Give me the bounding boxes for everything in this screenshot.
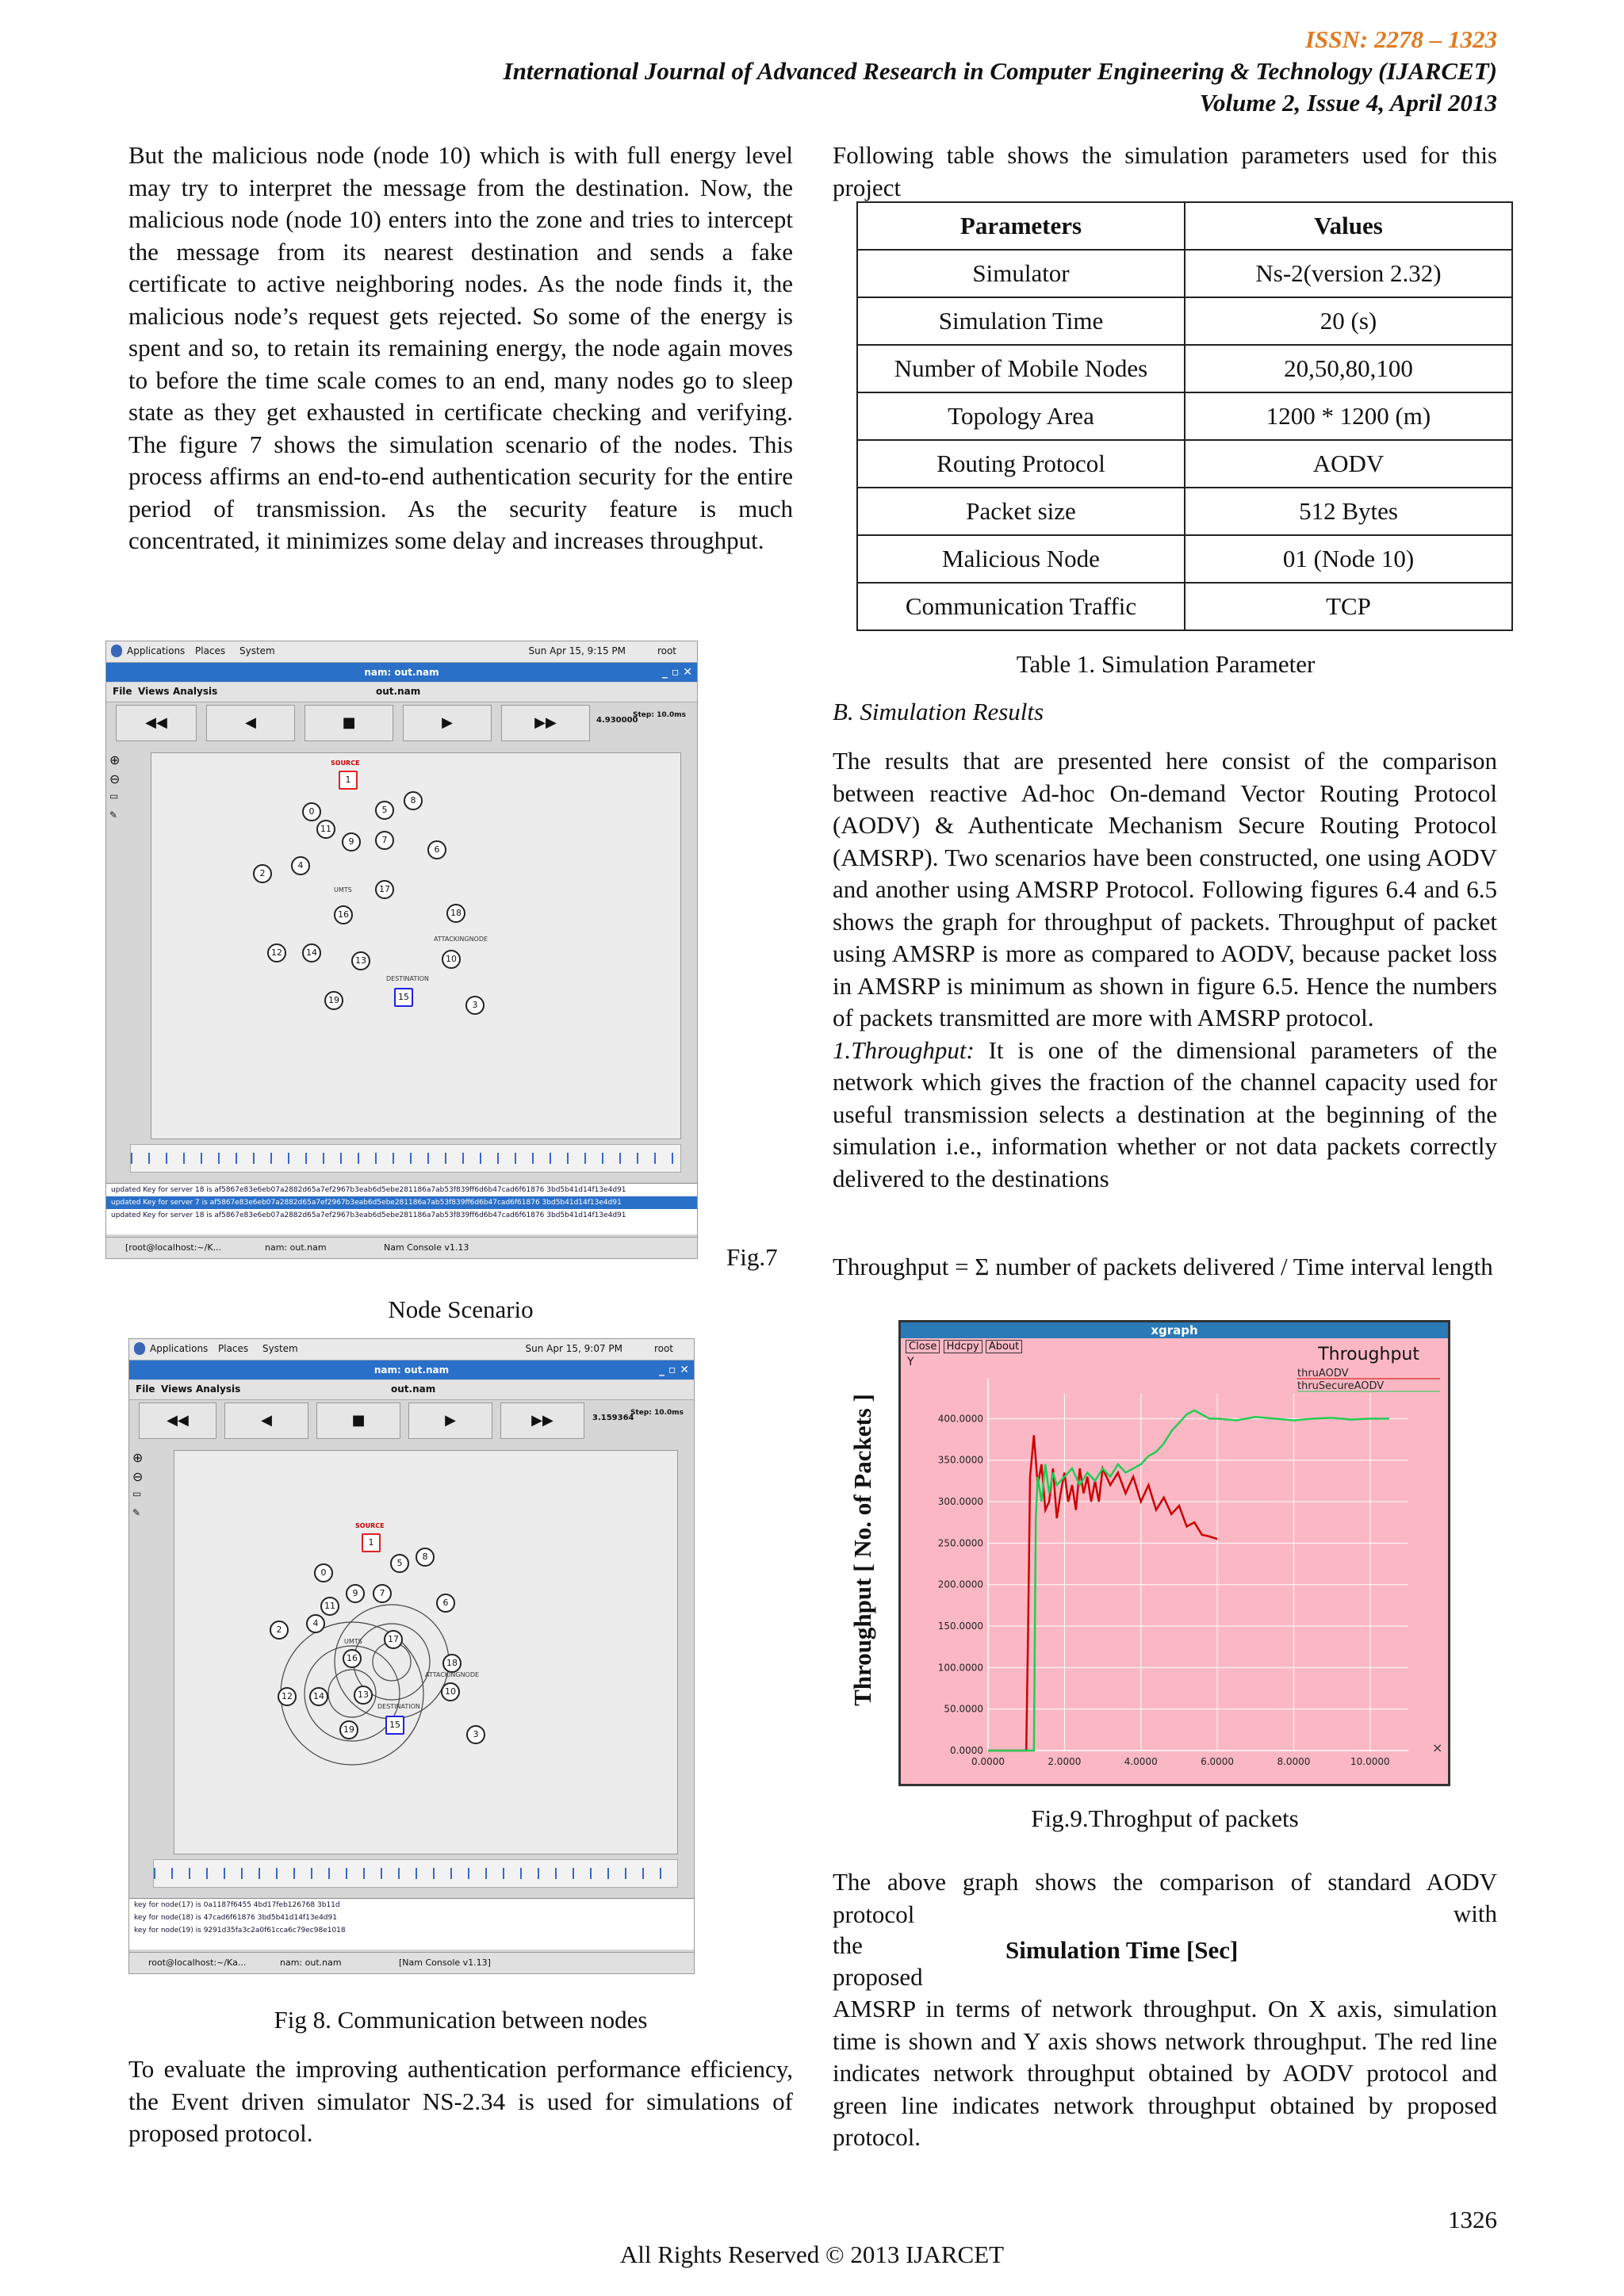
- desktop-top-panel: [106, 641, 697, 663]
- nam-canvas[interactable]: [174, 1450, 678, 1854]
- node-source[interactable]: 1: [339, 771, 358, 790]
- table-cell: Number of Mobile Nodes: [857, 345, 1185, 392]
- x-tick-label: 6.0000: [1201, 1756, 1235, 1767]
- window-titlebar: [129, 1360, 694, 1380]
- edit-icon[interactable]: ✎: [132, 1507, 141, 1518]
- timeline-ticks: [154, 1868, 677, 1879]
- node-umts[interactable]: 16: [334, 905, 353, 924]
- rewind-button[interactable]: ◀◀: [116, 705, 197, 741]
- node[interactable]: 8: [404, 791, 423, 810]
- user-label: root: [657, 645, 676, 656]
- timeline-ticks: [131, 1153, 680, 1164]
- x-tick-label: 0.0000: [971, 1756, 1005, 1767]
- taskbar-item[interactable]: [root@localhost:~/K...: [125, 1242, 222, 1253]
- node[interactable]: 9: [342, 832, 361, 851]
- node[interactable]: 6: [427, 840, 446, 859]
- node[interactable]: 0: [302, 802, 321, 821]
- file-label: out.nam: [391, 1383, 436, 1395]
- table-cell: AODV: [1185, 440, 1512, 488]
- clock: Sun Apr 15, 9:15 PM: [528, 645, 626, 656]
- zoom-out-icon[interactable]: ⊖: [132, 1469, 144, 1484]
- y-tick-label: 200.0000: [937, 1578, 983, 1590]
- simulation-parameters-table: [856, 201, 1513, 631]
- node-attacking[interactable]: 10: [441, 1682, 460, 1701]
- table-header-cell: Values: [1185, 202, 1512, 250]
- zoom-in-icon[interactable]: ⊕: [109, 752, 121, 767]
- table-intro: Following table shows the simulation parameters used for this project: [833, 141, 1497, 201]
- zoom-tools: [109, 752, 146, 828]
- node[interactable]: 14: [302, 943, 321, 962]
- table-cell: 20 (s): [1185, 297, 1512, 345]
- graph-paragraph-line1: The above graph shows the comparison of standard AODV protocol: [833, 1868, 1497, 1928]
- rewind-button[interactable]: ◀◀: [139, 1402, 216, 1439]
- node[interactable]: 11: [320, 1597, 339, 1616]
- menu-analysis[interactable]: Analysis: [173, 686, 218, 697]
- clock: Sun Apr 15, 9:07 PM: [525, 1343, 622, 1354]
- section-heading: B. Simulation Results: [833, 698, 1044, 725]
- log-line: updated Key for server 18 is af5867e83e6eb07a2882d65a7ef2967b3eab6d5ebe281186a7ab53f839ff6d6b47cad6f61876 3bd5b41d14f13e4d91: [111, 1211, 626, 1219]
- hardcopy-button[interactable]: Hdcpy: [944, 1340, 982, 1353]
- node[interactable]: 17: [384, 1630, 403, 1649]
- taskbar-item[interactable]: Nam Console v1.13: [384, 1242, 469, 1253]
- xgraph-window: [898, 1320, 1450, 1786]
- taskbar: [106, 1237, 697, 1258]
- series-line-thruSecureAODV: [988, 1410, 1389, 1751]
- table-header-row: [857, 202, 1512, 250]
- graph-paragraph-with: with: [1453, 1900, 1497, 1927]
- y-tick-label: 150.0000: [937, 1621, 983, 1632]
- journal-title: International Journal of Advanced Research in Computer Engineering & Technology (IJARCET): [503, 57, 1497, 85]
- key-log: [129, 1898, 694, 1950]
- nam-menubar: [129, 1380, 694, 1400]
- fig7-nam-screenshot: [105, 641, 698, 1259]
- nam-menubar: [106, 683, 697, 702]
- log-line: key for node(19) is 9291d35fa3c2a0f61cca6c79ec98e1018: [134, 1927, 346, 1934]
- umts-label: UMTS: [334, 886, 352, 894]
- menu-file[interactable]: File: [113, 686, 132, 697]
- transmission-rings: [174, 1451, 682, 1847]
- node[interactable]: 7: [375, 831, 394, 850]
- table-row: [857, 297, 1512, 345]
- node[interactable]: 12: [278, 1687, 297, 1706]
- x-tick-label: 10.0000: [1350, 1756, 1390, 1767]
- node[interactable]: 17: [375, 880, 394, 899]
- attacking-label: ATTACKINGNODE: [434, 936, 488, 943]
- window-titlebar: [106, 663, 697, 682]
- table-cell: Communication Traffic: [857, 583, 1185, 630]
- log-line: key for node(17) is 0a1187f6455 4bd17feb126768 3b11d: [134, 1901, 340, 1909]
- y-tick-label: 50.0000: [944, 1703, 983, 1715]
- node[interactable]: 2: [253, 864, 272, 883]
- table-row: [857, 535, 1512, 583]
- node-attacking[interactable]: 10: [442, 950, 461, 969]
- y-tick-label: 0.0000: [950, 1745, 983, 1756]
- split-icon[interactable]: ▭: [132, 1488, 142, 1499]
- menu-views[interactable]: Views: [138, 686, 170, 697]
- menu-system[interactable]: System: [239, 645, 275, 656]
- results-text: The results that are presented here consist of the comparison between reactive Ad-hoc On-demand Vector Routing Protocol (AODV) & Authenticate Mechanism Secure Routing Protocol (AMSRP). Two scenarios have been constructed, one using AODV and another using AMSRP Protocol. Following figures 6.4 and 6.5 shows the graph for throughput of packets. Throughput of packet using AMSRP is more as compared to AODV, because packet loss in AMSRP is minimum as shown in figure 6.5. Hence the numbers of packets transmitted are more with AMSRP protocol.: [833, 747, 1497, 1031]
- window-controls-icon[interactable]: _ ▫ ✕: [662, 666, 692, 679]
- node[interactable]: 8: [416, 1548, 435, 1567]
- table-row: [857, 250, 1512, 297]
- issn-header: ISSN: 2278 – 1323: [1304, 25, 1497, 53]
- node-destination[interactable]: 15: [385, 1716, 404, 1735]
- throughput-text: It is one of the dimensional parameters of the network which gives the fraction of the channel capacity used for useful transmission selects a destination at the beginning of the simulation i.e., information whether or not data packets correctly delivered to the destinations: [833, 1035, 1497, 1192]
- menu-system[interactable]: System: [262, 1343, 298, 1354]
- menu-views[interactable]: Views: [161, 1383, 193, 1395]
- table-header-cell: Parameters: [857, 202, 1185, 250]
- node[interactable]: 0: [314, 1563, 333, 1582]
- y-tick-label: 250.0000: [937, 1537, 983, 1549]
- graph-paragraph-the: the: [833, 1931, 863, 1959]
- log-line: updated Key for server 7 is af5867e83e6eb07a2882d65a7ef2967b3eab6d5ebe281186a7ab53f839ff6d6b47cad6f61876 3bd5b41d14f13e4d91: [106, 1196, 697, 1209]
- node[interactable]: 4: [291, 856, 310, 875]
- edit-icon[interactable]: ✎: [109, 809, 118, 821]
- attacking-label: ATTACKINGNODE: [425, 1671, 480, 1678]
- throughput-chart: [901, 1322, 1448, 1784]
- timeline-slider[interactable]: [153, 1859, 678, 1888]
- window-title: nam: out.nam: [364, 667, 439, 678]
- taskbar-item[interactable]: nam: out.nam: [265, 1242, 327, 1253]
- x-tick-label: 8.0000: [1277, 1756, 1311, 1767]
- table-caption: Table 1. Simulation Parameter: [1016, 650, 1316, 678]
- taskbar-item[interactable]: nam: out.nam: [280, 1957, 342, 1968]
- legend-label: thruAODV: [1297, 1368, 1349, 1380]
- table-cell: Routing Protocol: [857, 440, 1185, 488]
- throughput-heading: 1.Throughput:: [833, 1035, 975, 1064]
- fig7-label: Fig.7: [726, 1243, 778, 1271]
- results-paragraph: [833, 745, 1497, 1195]
- copyright: All Rights Reserved © 2013 IJARCET: [619, 2241, 1005, 2268]
- node[interactable]: 19: [324, 991, 343, 1010]
- fig8-caption: Fig 8. Communication between nodes: [274, 2006, 648, 2034]
- source-label: SOURCE: [355, 1522, 385, 1529]
- play-button[interactable]: ▶: [408, 1402, 492, 1439]
- volume-issue: Volume 2, Issue 4, April 2013: [1199, 89, 1497, 117]
- fig9-caption: Fig.9.Throghput of packets: [1031, 1804, 1299, 1832]
- node[interactable]: 5: [375, 801, 394, 820]
- graph-paragraph-2: AMSRP in terms of network throughput. On X axis, simulation time is shown and Y axis shows network throughput. The red line indicates network throughput obtained by AODV protocol and green line indicates network throughput obtained by proposed protocol.: [833, 1995, 1497, 2151]
- close-button[interactable]: Close: [906, 1340, 940, 1353]
- time-readout: 4.930000: [596, 716, 638, 725]
- legend-label: thruSecureAODV: [1297, 1380, 1385, 1392]
- back-button[interactable]: ◀: [206, 705, 295, 741]
- menu-analysis[interactable]: Analysis: [196, 1383, 241, 1395]
- node-source[interactable]: 1: [362, 1533, 381, 1552]
- step-readout: Step: 10.0ms: [633, 711, 687, 719]
- page-number: 1326: [1448, 2206, 1497, 2233]
- taskbar: [129, 1952, 694, 1973]
- table-row: [857, 440, 1512, 488]
- zoom-out-icon[interactable]: ⊖: [109, 771, 121, 786]
- about-button[interactable]: About: [986, 1340, 1022, 1353]
- table-row: [857, 583, 1512, 630]
- y-tick-label: 100.0000: [937, 1662, 983, 1674]
- node-umts[interactable]: 16: [343, 1649, 362, 1668]
- zoom-tools: [132, 1450, 169, 1526]
- y-tick-label: 400.0000: [937, 1413, 983, 1425]
- desktop-top-panel: [129, 1339, 694, 1360]
- menu-places[interactable]: Places: [195, 645, 226, 656]
- node[interactable]: 12: [267, 943, 286, 962]
- node[interactable]: 18: [446, 904, 465, 923]
- fig7-caption: Node Scenario: [388, 1295, 534, 1323]
- table-cell: Simulator: [857, 250, 1185, 297]
- x-tick-label: 4.0000: [1124, 1756, 1158, 1767]
- node[interactable]: 11: [316, 820, 335, 839]
- y-tick-label: 300.0000: [937, 1496, 983, 1508]
- nam-canvas[interactable]: [151, 752, 681, 1139]
- table-cell: 01 (Node 10): [1185, 535, 1512, 583]
- node[interactable]: 14: [309, 1687, 328, 1706]
- series-line-thruAODV: [988, 1435, 1217, 1751]
- taskbar-item[interactable]: [Nam Console v1.13]: [399, 1957, 491, 1968]
- table-cell: 512 Bytes: [1185, 488, 1512, 535]
- node[interactable]: 3: [466, 1725, 485, 1744]
- step-readout: Step: 10.0ms: [630, 1409, 684, 1417]
- table-cell: 1200 * 1200 (m): [1185, 392, 1512, 440]
- throughput-formula: Throughput = Σ number of packets delivered / Time interval length: [833, 1253, 1493, 1280]
- destination-label: DESTINATION: [386, 975, 429, 982]
- table-cell: Malicious Node: [857, 535, 1185, 583]
- time-readout: 3.159364: [592, 1414, 634, 1422]
- node[interactable]: 3: [465, 996, 485, 1015]
- chart-xlabel: Simulation Time [Sec]: [1005, 1936, 1239, 1964]
- menu-places[interactable]: Places: [218, 1343, 249, 1354]
- chart-title: Throughput: [1318, 1345, 1419, 1364]
- node[interactable]: 9: [346, 1584, 365, 1603]
- destination-label: DESTINATION: [377, 1703, 420, 1710]
- zoom-in-icon[interactable]: ⊕: [132, 1450, 144, 1465]
- user-label: root: [653, 1343, 673, 1354]
- table-cell: 20,50,80,100: [1185, 345, 1512, 392]
- menu-applications[interactable]: Applications: [150, 1343, 209, 1354]
- window-title: nam: out.nam: [373, 1364, 450, 1376]
- fig8-nam-screenshot: [128, 1338, 695, 1974]
- menu-applications[interactable]: Applications: [127, 645, 186, 656]
- node[interactable]: 6: [436, 1594, 455, 1613]
- node[interactable]: 4: [306, 1614, 325, 1633]
- node[interactable]: 7: [373, 1584, 392, 1603]
- log-line: key for node(18) is 47cad6f61876 3bd5b41d14f13e4d91: [134, 1914, 337, 1922]
- body-paragraph-1: But the malicious node (node 10) which is with full energy level may try to interpret the message from the destination. Now, the malicious node (node 10) enters into the zone and tries to intercept the message from its nearest destination and sends a fake certificate to active neighboring nodes. As the node finds it, the malicious node’s request gets rejected. So some of the energy is spent and so, to retain its remaining energy, the node again moves to before the time scale comes to an end, many nodes go to sleep state as they get exhausted in certificate checking and verifying. The figure 7 shows the simulation scenario of the nodes. This process affirms an end-to-end authentication security for the entire period of transmission. As the security feature is much concentrated, it minimizes some delay and increases throughput.: [128, 141, 793, 554]
- split-icon[interactable]: ▭: [109, 790, 119, 802]
- table-row: [857, 392, 1512, 440]
- fast-forward-button[interactable]: ▶▶: [501, 705, 590, 741]
- table-cell: Ns-2(version 2.32): [1185, 250, 1512, 297]
- y-axis-title-wrap: [848, 1320, 880, 1780]
- key-log: [106, 1183, 697, 1234]
- y-axis-symbol: Y: [907, 1356, 914, 1368]
- umts-label: UMTS: [344, 1638, 362, 1645]
- log-line: updated Key for server 18 is af5867e83e6eb07a2882d65a7ef2967b3eab6d5ebe281186a7ab53f839ff6d6b47cad6f61876 3bd5b41d14f13e4d91: [111, 1186, 626, 1194]
- fast-forward-button[interactable]: ▶▶: [500, 1402, 584, 1439]
- y-tick-label: 350.0000: [937, 1454, 983, 1466]
- table-row: [857, 488, 1512, 535]
- gnome-foot-icon: [134, 1342, 145, 1355]
- play-button[interactable]: ▶: [403, 705, 492, 741]
- taskbar-item[interactable]: root@localhost:~/Ka...: [148, 1957, 247, 1968]
- table-cell: Packet size: [857, 488, 1185, 535]
- back-button[interactable]: ◀: [224, 1402, 308, 1439]
- body-paragraph-2: To evaluate the improving authentication performance efficiency, the Event driven simulator NS-2.34 is used for simulations of proposed protocol.: [128, 2055, 793, 2147]
- x-tick-label: 2.0000: [1048, 1756, 1082, 1767]
- node[interactable]: 18: [442, 1654, 462, 1673]
- graph-paragraph-proposed: proposed: [833, 1963, 923, 1991]
- chart-ylabel: Throughput [ No. of Packets ]: [848, 1394, 876, 1706]
- xgraph-titlebar: xgraph: [901, 1322, 1448, 1338]
- table-row: [857, 345, 1512, 392]
- file-label: out.nam: [376, 686, 421, 697]
- node-destination[interactable]: 15: [394, 988, 413, 1007]
- window-controls-icon[interactable]: _ ▫ ✕: [659, 1364, 689, 1376]
- node[interactable]: 13: [351, 951, 370, 970]
- corner-close-icon: ×: [1432, 1740, 1443, 1755]
- table-cell: Topology Area: [857, 392, 1185, 440]
- gnome-foot-icon: [111, 645, 122, 657]
- source-label: SOURCE: [331, 760, 360, 767]
- menu-file[interactable]: File: [136, 1383, 155, 1395]
- node[interactable]: 2: [270, 1621, 289, 1640]
- table-cell: TCP: [1185, 583, 1512, 630]
- node[interactable]: 19: [339, 1720, 358, 1739]
- node[interactable]: 5: [390, 1554, 409, 1573]
- node[interactable]: 13: [354, 1686, 373, 1705]
- timeline-slider[interactable]: [130, 1144, 681, 1173]
- table-cell: Simulation Time: [857, 297, 1185, 345]
- stop-button[interactable]: ■: [316, 1402, 400, 1439]
- stop-button[interactable]: ■: [304, 705, 393, 741]
